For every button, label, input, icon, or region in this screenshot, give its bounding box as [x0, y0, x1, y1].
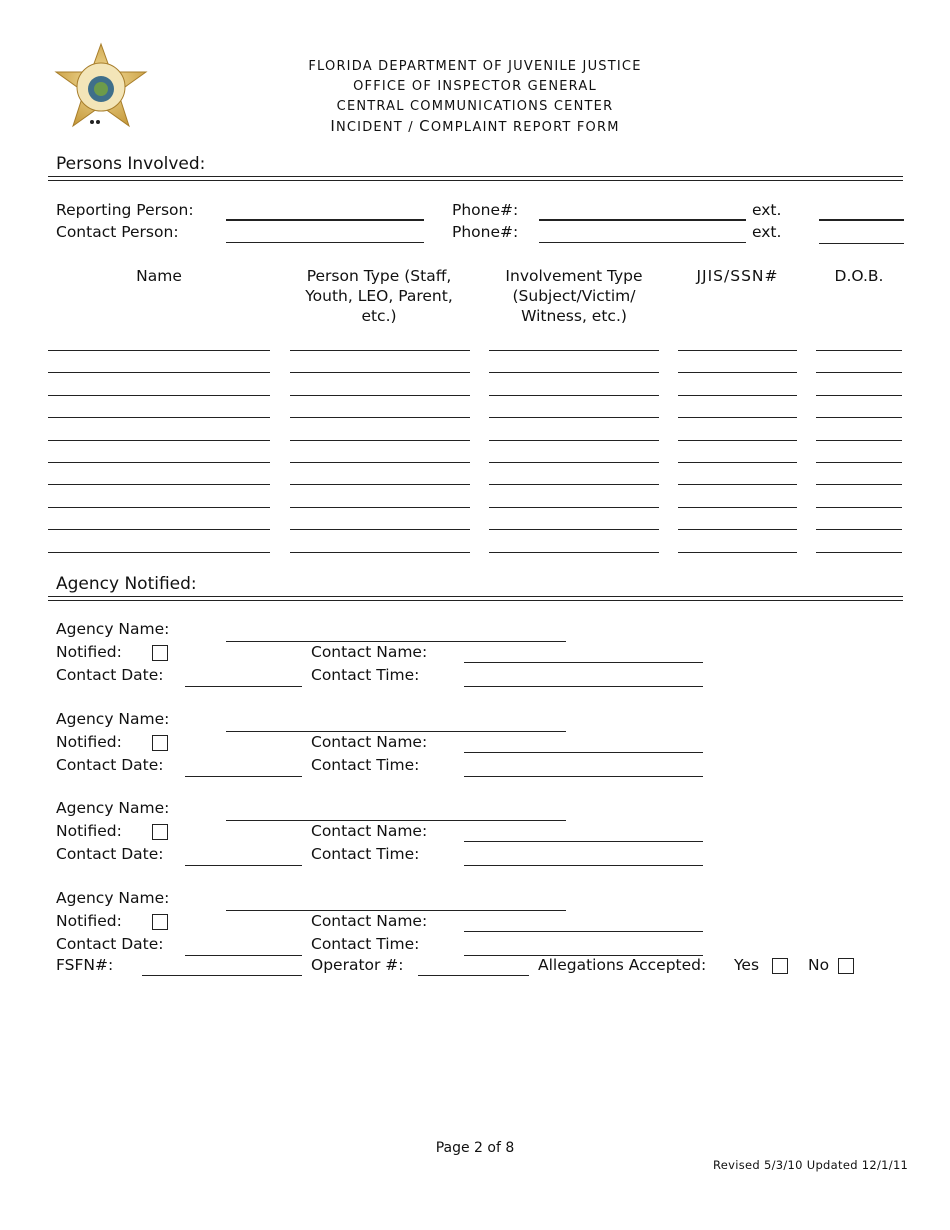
agency-2-notified-checkbox[interactable]: [152, 735, 168, 751]
person-row-2-dob-field[interactable]: [816, 372, 902, 373]
person-row-6-name-field[interactable]: [48, 462, 270, 463]
agency-4-name-field[interactable]: [226, 910, 566, 911]
person-row-5-person-type-field[interactable]: [290, 440, 470, 441]
contact-person-label: Contact Person:: [56, 223, 179, 241]
operator-label: Operator #:: [311, 956, 404, 974]
person-row-10-dob-field[interactable]: [816, 552, 902, 553]
form-title-part2: OMPLAINT REPORT FORM: [430, 120, 620, 135]
reporting-person-label: Reporting Person:: [56, 201, 194, 219]
reporting-person-field[interactable]: [226, 219, 424, 221]
col-header-jjis-ssn: JJIS/SSN#: [696, 267, 779, 285]
agency-2-contact-name-label: Contact Name:: [311, 733, 428, 751]
contact-phone-field[interactable]: [539, 242, 746, 243]
agency-3-name-label: Agency Name:: [56, 799, 170, 817]
person-row-7-involvement-type-field[interactable]: [489, 484, 659, 485]
person-row-6-involvement-type-field[interactable]: [489, 462, 659, 463]
form-title-part1: NCIDENT /: [335, 120, 420, 135]
col-header-person-type: Person Type (Staff, Youth, LEO, Parent, etc.): [305, 267, 453, 325]
person-row-5-jjis-ssn-field[interactable]: [678, 440, 797, 441]
persons-section-divider: [48, 176, 903, 181]
person-row-6-jjis-ssn-field[interactable]: [678, 462, 797, 463]
person-row-1-person-type-field[interactable]: [290, 350, 470, 351]
agency-1-contact-time-label: Contact Time:: [311, 666, 420, 684]
allegations-yes-label: Yes: [734, 956, 760, 974]
person-row-3-name-field[interactable]: [48, 395, 270, 396]
person-row-9-involvement-type-field[interactable]: [489, 529, 659, 530]
agency-2-contact-time-label: Contact Time:: [311, 756, 420, 774]
fsfn-label: FSFN#:: [56, 956, 114, 974]
agency-2-contact-date-field[interactable]: [185, 776, 302, 777]
person-row-10-name-field[interactable]: [48, 552, 270, 553]
person-row-4-jjis-ssn-field[interactable]: [678, 417, 797, 418]
person-row-8-jjis-ssn-field[interactable]: [678, 507, 797, 508]
allegations-yes-checkbox[interactable]: [772, 958, 788, 974]
person-row-1-jjis-ssn-field[interactable]: [678, 350, 797, 351]
header-title-office: OFFICE OF INSPECTOR GENERAL: [353, 79, 597, 94]
agency-3-name-field[interactable]: [226, 820, 566, 821]
header-title-form: [280, 116, 670, 138]
contact-phone-label: Phone#:: [452, 223, 519, 241]
operator-field[interactable]: [418, 975, 529, 976]
person-row-1-dob-field[interactable]: [816, 350, 902, 351]
agency-3-contact-date-field[interactable]: [185, 865, 302, 866]
person-row-5-name-field[interactable]: [48, 440, 270, 441]
person-row-9-jjis-ssn-field[interactable]: [678, 529, 797, 530]
agency-section-title: Agency Notified:: [56, 574, 197, 594]
person-row-1-name-field[interactable]: [48, 350, 270, 351]
agency-3-contact-date-label: Contact Date:: [56, 845, 164, 863]
person-row-6-dob-field[interactable]: [816, 462, 902, 463]
person-row-6-person-type-field[interactable]: [290, 462, 470, 463]
allegations-label: Allegations Accepted:: [538, 956, 707, 974]
person-row-9-person-type-field[interactable]: [290, 529, 470, 530]
agency-4-contact-name-label: Contact Name:: [311, 912, 428, 930]
agency-2-name-field[interactable]: [226, 731, 566, 732]
agency-3-contact-time-label: Contact Time:: [311, 845, 420, 863]
page-number: Page 2 of 8: [435, 1140, 515, 1156]
contact-ext-label: ext.: [752, 223, 782, 241]
person-row-7-dob-field[interactable]: [816, 484, 902, 485]
person-row-10-jjis-ssn-field[interactable]: [678, 552, 797, 553]
form-title-initial-c: C: [419, 117, 431, 135]
agency-section-divider: [48, 596, 903, 601]
allegations-no-label: No: [808, 956, 830, 974]
person-row-3-involvement-type-field[interactable]: [489, 395, 659, 396]
agency-4-contact-time-label: Contact Time:: [311, 935, 420, 953]
agency-1-name-label: Agency Name:: [56, 620, 170, 638]
agency-1-contact-name-label: Contact Name:: [311, 643, 428, 661]
person-row-8-dob-field[interactable]: [816, 507, 902, 508]
agency-4-notified-label: Notified:: [56, 912, 122, 930]
contact-person-field[interactable]: [226, 242, 424, 243]
person-row-8-person-type-field[interactable]: [290, 507, 470, 508]
agency-4-contact-date-label: Contact Date:: [56, 935, 164, 953]
col-header-name: Name: [136, 267, 182, 285]
agency-2-contact-time-field[interactable]: [464, 776, 703, 777]
person-row-4-person-type-field[interactable]: [290, 417, 470, 418]
agency-4-notified-checkbox[interactable]: [152, 914, 168, 930]
agency-2-notified-label: Notified:: [56, 733, 122, 751]
agency-4-contact-name-field[interactable]: [464, 931, 703, 932]
person-row-2-person-type-field[interactable]: [290, 372, 470, 373]
agency-3-contact-name-label: Contact Name:: [311, 822, 428, 840]
person-row-3-dob-field[interactable]: [816, 395, 902, 396]
person-row-7-person-type-field[interactable]: [290, 484, 470, 485]
person-row-7-jjis-ssn-field[interactable]: [678, 484, 797, 485]
header-title-dept: FLORIDA DEPARTMENT OF JUVENILE JUSTICE: [308, 59, 642, 74]
agency-3-notified-checkbox[interactable]: [152, 824, 168, 840]
persons-section-title: Persons Involved:: [56, 154, 206, 174]
col-header-dob: D.O.B.: [834, 267, 884, 285]
person-row-9-dob-field[interactable]: [816, 529, 902, 530]
person-row-8-involvement-type-field[interactable]: [489, 507, 659, 508]
col-header-involvement-type: Involvement Type (Subject/Victim/ Witness, etc.): [505, 267, 643, 325]
person-row-1-involvement-type-field[interactable]: [489, 350, 659, 351]
person-row-5-dob-field[interactable]: [816, 440, 902, 441]
agency-4-contact-date-field[interactable]: [185, 955, 302, 956]
reporting-ext-label: ext.: [752, 201, 782, 219]
person-row-2-jjis-ssn-field[interactable]: [678, 372, 797, 373]
agency-4-name-label: Agency Name:: [56, 889, 170, 907]
revision-note: Revised 5/3/10 Updated 12/1/11: [713, 1158, 909, 1172]
person-row-4-involvement-type-field[interactable]: [489, 417, 659, 418]
person-row-10-person-type-field[interactable]: [290, 552, 470, 553]
header-title-center: CENTRAL COMMUNICATIONS CENTER: [336, 99, 614, 114]
form-title-initial-i: I: [330, 117, 336, 135]
person-row-9-name-field[interactable]: [48, 529, 270, 530]
person-row-3-jjis-ssn-field[interactable]: [678, 395, 797, 396]
agency-2-contact-date-label: Contact Date:: [56, 756, 164, 774]
allegations-no-checkbox[interactable]: [838, 958, 854, 974]
agency-2-contact-name-field[interactable]: [464, 752, 703, 753]
agency-3-notified-label: Notified:: [56, 822, 122, 840]
reporting-phone-field[interactable]: [539, 219, 746, 221]
person-row-4-dob-field[interactable]: [816, 417, 902, 418]
person-row-4-name-field[interactable]: [48, 417, 270, 418]
person-row-3-person-type-field[interactable]: [290, 395, 470, 396]
agency-3-contact-time-field[interactable]: [464, 865, 703, 866]
agency-1-notified-checkbox[interactable]: [152, 645, 168, 661]
fsfn-field[interactable]: [142, 975, 302, 976]
person-row-2-involvement-type-field[interactable]: [489, 372, 659, 373]
agency-1-contact-date-label: Contact Date:: [56, 666, 164, 684]
contact-ext-field[interactable]: [819, 243, 904, 244]
dept-seal-badge: [52, 42, 150, 136]
person-row-5-involvement-type-field[interactable]: [489, 440, 659, 441]
person-row-8-name-field[interactable]: [48, 507, 270, 508]
agency-1-contact-time-field[interactable]: [464, 686, 703, 687]
agency-2-name-label: Agency Name:: [56, 710, 170, 728]
person-row-2-name-field[interactable]: [48, 372, 270, 373]
agency-1-name-field[interactable]: [226, 641, 566, 642]
agency-3-contact-name-field[interactable]: [464, 841, 703, 842]
agency-1-contact-date-field[interactable]: [185, 686, 302, 687]
reporting-ext-field[interactable]: [819, 219, 904, 221]
person-row-7-name-field[interactable]: [48, 484, 270, 485]
person-row-10-involvement-type-field[interactable]: [489, 552, 659, 553]
reporting-phone-label: Phone#:: [452, 201, 519, 219]
agency-1-contact-name-field[interactable]: [464, 662, 703, 663]
agency-1-notified-label: Notified:: [56, 643, 122, 661]
